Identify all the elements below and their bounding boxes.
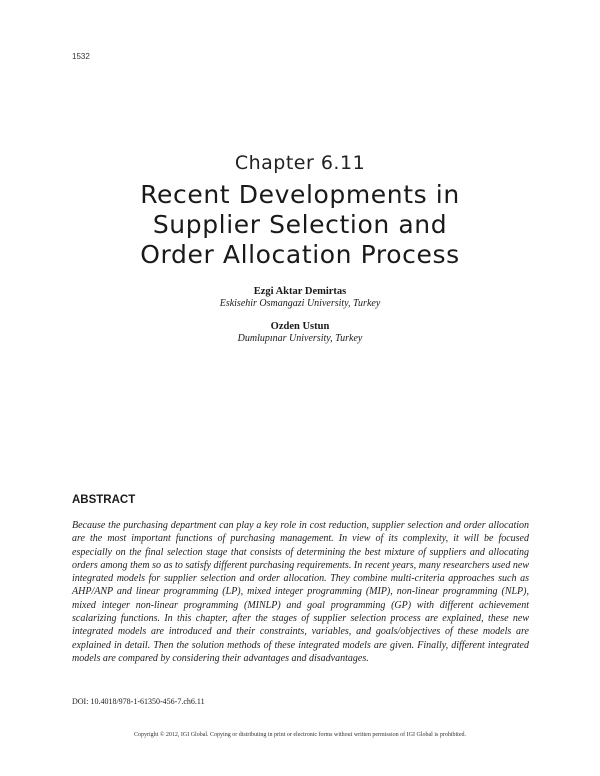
chapter-title bbox=[0, 180, 600, 270]
author-block bbox=[0, 320, 600, 345]
chapter-title-line-1: Recent Developments in bbox=[140, 180, 460, 209]
author-name: Ozden Ustun bbox=[270, 321, 330, 332]
abstract-body: Because the purchasing department can play a key role in cost reduction, supplier selection and order allocation are the most important functions of purchasing management. In view of its complexity, it will be focused especially on the final selection stage that consists of determining the best mixture of suppliers and allocating orders among them so as to satisfy different purchasing requirements. In recent years, many researchers used new integrated models for supplier selection and order allocation. They combine multi-criteria approaches such as AHP/ANP and linear programming (LP), mixed integer programming (MIP), non-linear programming (NLP), mixed integer non-linear programming (MINLP) and goal programming (GP) with different achievement scalarizing functions. In this chapter, after the stages of supplier selection process are explained, these new integrated models are introduced and their constraints, variables, and goals/objectives of these models are explained in detail. Then the solution methods of these integrated models are given. Finally, different integrated models are compared by considering their advantages and disadvantages. bbox=[72, 520, 529, 664]
author-name: Ezgi Aktar Demirtas bbox=[253, 286, 347, 297]
chapter-title-line-2: Supplier Selection and bbox=[152, 210, 448, 239]
chapter-label: Chapter 6.11 bbox=[234, 152, 366, 174]
chapter-title-line-3: Order Allocation Process bbox=[140, 240, 460, 269]
author-affiliation: Dumlupınar University, Turkey bbox=[237, 333, 363, 344]
author-list bbox=[0, 285, 600, 355]
author-affiliation: Eskisehir Osmangazi University, Turkey bbox=[219, 298, 381, 309]
page-number: 1532 bbox=[72, 52, 90, 61]
copyright-notice: Copyright © 2012, IGI Global. Copying or distributing in print or electronic forms without written permission of IGI Global is prohibited. bbox=[133, 732, 466, 738]
doi: DOI: 10.4018/978-1-61350-456-7.ch6.11 bbox=[72, 697, 205, 706]
author-block bbox=[0, 285, 600, 310]
abstract-heading: ABSTRACT bbox=[72, 494, 136, 506]
